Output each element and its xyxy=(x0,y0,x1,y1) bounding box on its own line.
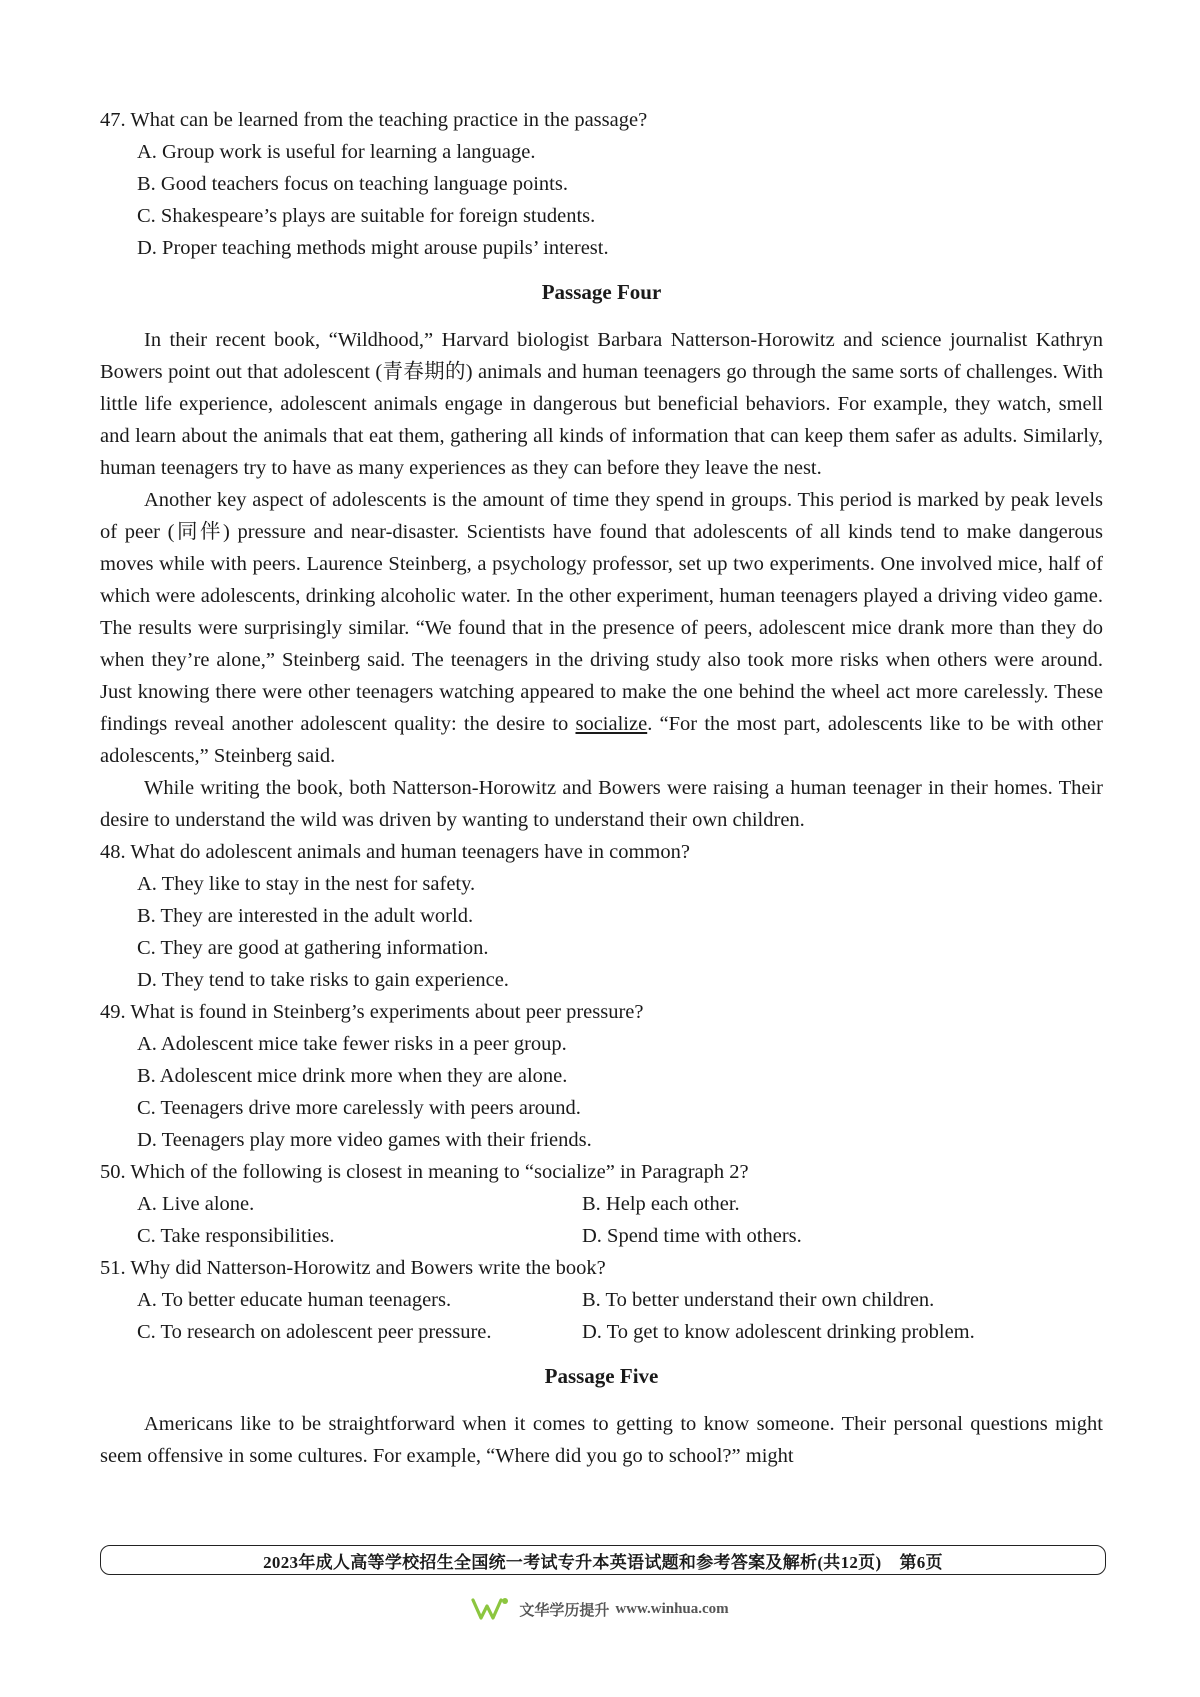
passage-five-body xyxy=(100,1408,1103,1472)
passage-four-paragraph-1: In their recent book, “Wildhood,” Harvard biologist Barbara Natterson-Horowitz and science journalist Kathryn Bowers point out that adolescent (青春期的) animals and human teenagers go through the same sorts of challenges. With little life experience, adolescent animals engage in dangerous but beneficial behaviors. For example, they watch, smell and learn about the animals that eat them, gathering all kinds of information that can keep them safer as adults. Similarly, human teenagers try to have as many experiences as they can before they leave the nest. xyxy=(100,329,1103,479)
q51-option-a: A. To better educate human teenagers. xyxy=(137,1289,452,1311)
underlined-word-socialize: socialize xyxy=(575,713,648,735)
question-50: 50. Which of the following is closest in meaning to “socialize” in Paragraph 2? xyxy=(100,1161,749,1183)
q49-option-b: B. Adolescent mice drink more when they are alone. xyxy=(137,1065,568,1087)
q48-option-d: D. They tend to take risks to gain experience. xyxy=(137,969,509,991)
q50-option-a: A. Live alone. xyxy=(137,1193,255,1215)
passage-four-paragraph-3: While writing the book, both Natterson-Horowitz and Bowers were raising a human teenager in their homes. Their desire to understand the wild was driven by wanting to understand their own children. xyxy=(100,777,1103,831)
question-51: 51. Why did Natterson-Horowitz and Bowers write the book? xyxy=(100,1257,606,1279)
q50-option-d: D. Spend time with others. xyxy=(582,1225,802,1247)
q50-options-row-1 xyxy=(100,1188,1103,1220)
q51-option-b: B. To better understand their own children. xyxy=(582,1289,935,1311)
q49-option-d: D. Teenagers play more video games with their friends. xyxy=(137,1129,592,1151)
question-47: 47. What can be learned from the teaching practice in the passage? xyxy=(100,109,648,131)
q51-option-c: C. To research on adolescent peer pressure. xyxy=(137,1321,492,1343)
passage-four-body xyxy=(100,324,1103,836)
paragraph-2-text: Another key aspect of adolescents is the amount of time they spend in groups. This period is marked by peak levels of peer (同伴) pressure and near-disaster. Scientists have found that adolescents of all kinds tend to make dangerous moves while with peers. Laurence Steinberg, a psychology professor, set up two experiments. One involved mice, half of which were adolescents, drinking alcoholic water. In the other experiment, human teenagers played a driving video game. The results were surprisingly similar. “We found that in the presence of peers, adolescent mice drank more than they do when they’re alone,” Steinberg said. The teenagers in the driving study also took more risks when others were around. Just knowing there were other teenagers watching appeared to make the one behind the wheel act more carelessly. These findings reveal another adolescent quality: the desire to xyxy=(100,489,1103,735)
q47-option-b: B. Good teachers focus on teaching language points. xyxy=(137,173,568,195)
question-48: 48. What do adolescent animals and human teenagers have in common? xyxy=(100,841,690,863)
brand-name: 文华学历提升 xyxy=(519,1602,610,1619)
q51-option-d: D. To get to know adolescent drinking problem. xyxy=(582,1321,975,1343)
passage-five-paragraph-1: Americans like to be straightforward when it comes to getting to know someone. Their personal questions might seem offensive in some cultures. For example, “Where did you go to school?” might xyxy=(100,1413,1103,1467)
page-footer xyxy=(100,1545,1106,1575)
page-number: 第6页 xyxy=(899,1552,943,1572)
q47-option-d: D. Proper teaching methods might arouse pupils’ interest. xyxy=(137,237,609,259)
q48-option-c: C. They are good at gathering information. xyxy=(137,937,489,959)
q51-options-row-1 xyxy=(100,1284,1103,1316)
brand-watermark xyxy=(0,1596,1200,1622)
winhua-logo-icon xyxy=(471,1596,511,1622)
passage-four-paragraph-2 xyxy=(100,484,1103,772)
passage-five-title: Passage Five xyxy=(544,1364,659,1388)
q50-option-b: B. Help each other. xyxy=(582,1193,740,1215)
q51-options-row-2 xyxy=(100,1316,1103,1348)
q48-option-b: B. They are interested in the adult world. xyxy=(137,905,474,927)
passage-four-title: Passage Four xyxy=(541,280,662,304)
question-49: 49. What is found in Steinberg’s experiments about peer pressure? xyxy=(100,1001,644,1023)
footer-title: 2023年成人高等学校招生全国统一考试专升本英语试题和参考答案及解析(共12页) xyxy=(263,1552,882,1572)
q50-option-c: C. Take responsibilities. xyxy=(137,1225,335,1247)
q47-option-a: A. Group work is useful for learning a language. xyxy=(137,141,536,163)
page-content xyxy=(100,104,1103,1472)
q50-options-row-2 xyxy=(100,1220,1103,1252)
q47-option-c: C. Shakespeare’s plays are suitable for foreign students. xyxy=(137,205,596,227)
brand-url[interactable]: www.winhua.com xyxy=(615,1600,729,1617)
paragraph-2-text-end: . “For the most part, adolescents like to be with other adolescents,” Steinberg said. xyxy=(100,713,1103,767)
q49-option-a: A. Adolescent mice take fewer risks in a peer group. xyxy=(137,1033,567,1055)
q48-option-a: A. They like to stay in the nest for safety. xyxy=(137,873,476,895)
q49-option-c: C. Teenagers drive more carelessly with peers around. xyxy=(137,1097,581,1119)
